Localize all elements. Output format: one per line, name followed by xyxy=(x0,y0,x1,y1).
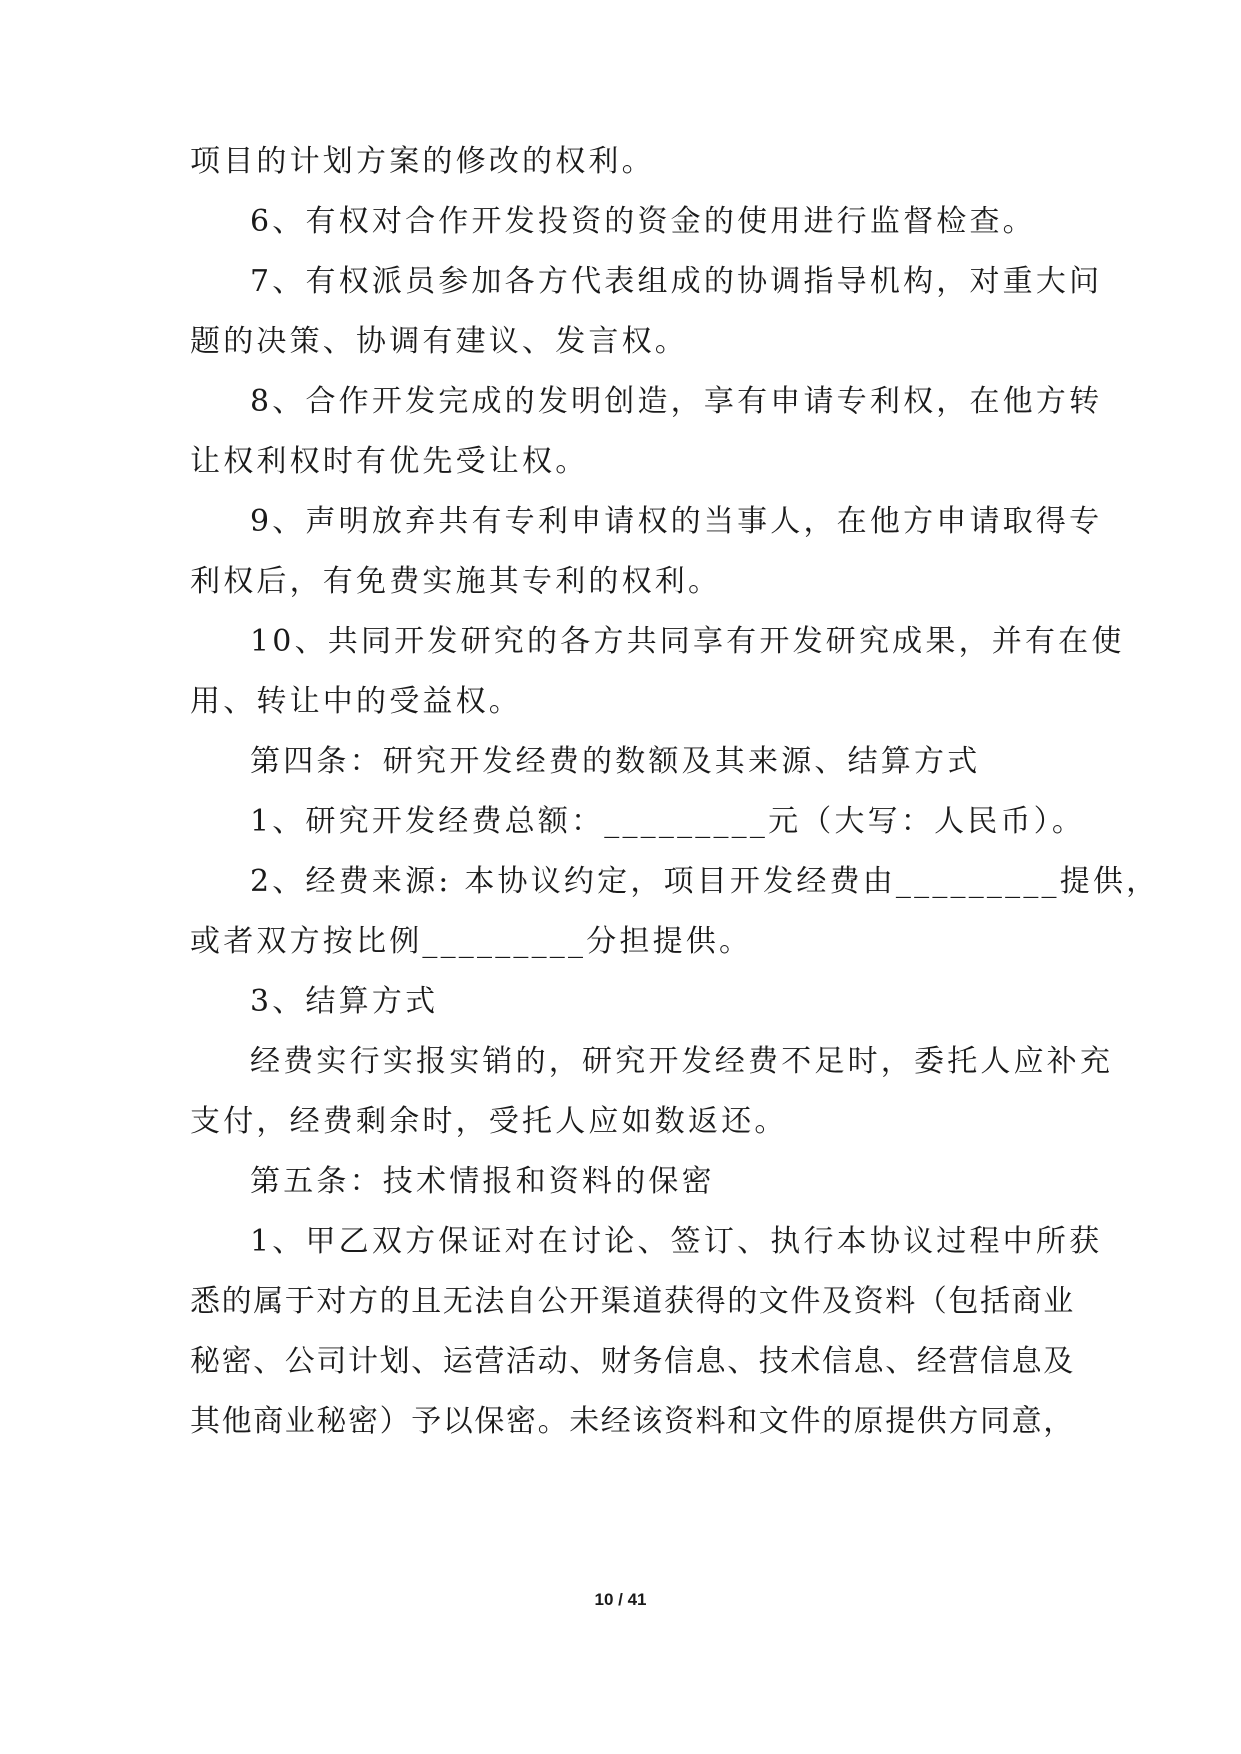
paragraph-line: 项目的计划方案的修改的权利。 xyxy=(190,144,655,179)
paragraph-line: 让权利权时有优先受让权。 xyxy=(190,444,589,479)
paragraph-line: 经费实行实报实销的，研究开发经费不足时，委托人应补充 xyxy=(250,1044,1114,1079)
paragraph-line: 支付，经费剩余时，受托人应如数返还。 xyxy=(190,1104,788,1139)
paragraph-line: 10、共同开发研究的各方共同享有开发研究成果，并有在使 xyxy=(250,624,1125,659)
paragraph-line: 2、经费来源: 本协议约定，项目开发经费由_________提供， xyxy=(250,864,1160,899)
paragraph-line: 7、有权派员参加各方代表组成的协调指导机构，对重大问 xyxy=(250,264,1103,299)
paragraph-line: 1、甲乙双方保证对在讨论、签订、执行本协议过程中所获 xyxy=(250,1224,1103,1259)
section-heading: 第五条：技术情报和资料的保密 xyxy=(250,1164,715,1199)
paragraph-line: 利权后，有免费实施其专利的权利。 xyxy=(190,564,722,599)
paragraph-line: 秘密、公司计划、运营活动、财务信息、技术信息、经营信息及 xyxy=(190,1344,1075,1379)
page-number: 10 / 41 xyxy=(594,1590,647,1609)
paragraph-line: 1、研究开发经费总额：_________元（大写：人民币）。 xyxy=(250,804,1086,839)
paragraph-line: 其他商业秘密）予以保密。未经该资料和文件的原提供方同意， xyxy=(190,1404,1075,1439)
paragraph-line: 悉的属于对方的且无法自公开渠道获得的文件及资料（包括商业 xyxy=(190,1284,1075,1319)
paragraph-line: 3、结算方式 xyxy=(250,984,439,1019)
paragraph-line: 8、合作开发完成的发明创造，享有申请专利权，在他方转 xyxy=(250,384,1103,419)
paragraph-line: 6、有权对合作开发投资的资金的使用进行监督检查。 xyxy=(250,204,1036,239)
paragraph-line: 用、转让中的受益权。 xyxy=(190,684,522,719)
paragraph-line: 或者双方按比例_________分担提供。 xyxy=(190,924,753,959)
paragraph-line: 题的决策、协调有建议、发言权。 xyxy=(190,324,688,359)
section-heading: 第四条：研究开发经费的数额及其来源、结算方式 xyxy=(250,744,981,779)
paragraph-line: 9、声明放弃共有专利申请权的当事人，在他方申请取得专 xyxy=(250,504,1103,539)
